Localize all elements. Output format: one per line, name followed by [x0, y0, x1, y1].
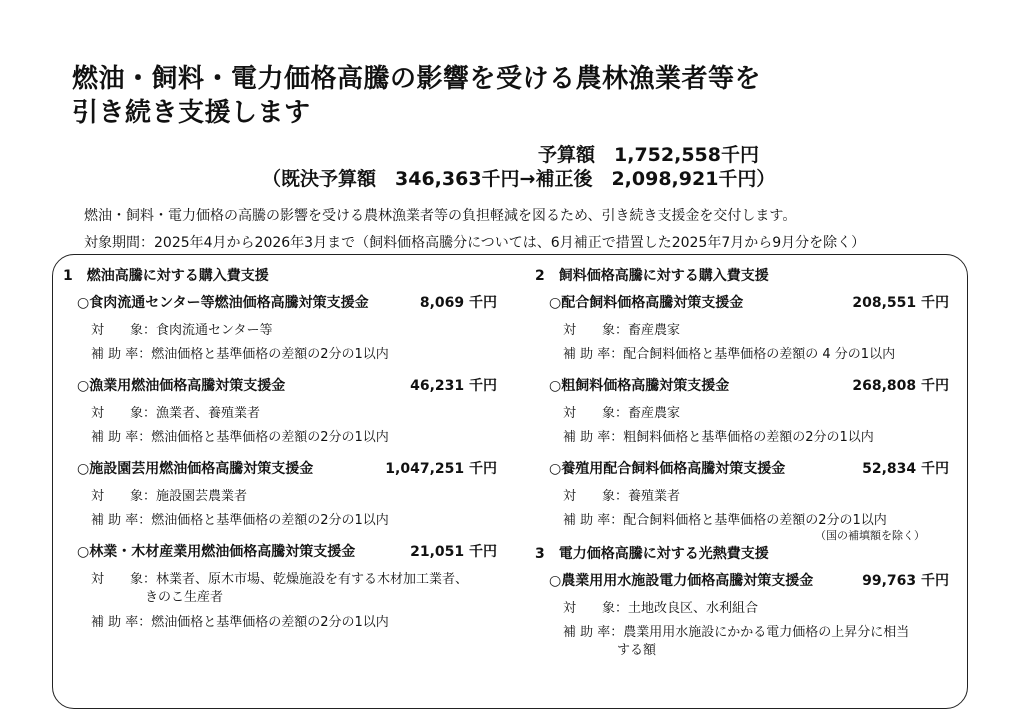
support-programs-box — [52, 254, 968, 709]
item-amount: 208,551 千円 — [852, 295, 949, 311]
intro-period: 対象期間：2025年4月から2026年3月まで（飼料価格高騰分については、6月補正で措置した2025年7月から9月分を除く） — [84, 235, 866, 251]
item-amount: 99,763 千円 — [862, 573, 949, 589]
item-name: ○配合飼料価格高騰対策支援金 — [549, 295, 744, 311]
item-rate: 補 助 率：配合飼料価格と基準価格の差額の2分の1以内 — [563, 513, 887, 528]
item-rate-continued: する額 — [617, 643, 657, 658]
item-target: 対 象：畜産農家 — [563, 323, 681, 338]
item-amount: 21,051 千円 — [410, 544, 497, 560]
item-target-continued: きのこ生産者 — [145, 590, 224, 605]
item-target: 対 象：養殖業者 — [563, 489, 681, 504]
item-name: ○林業・木材産業用燃油価格高騰対策支援金 — [77, 544, 356, 560]
item-note: （国の補填額を除く） — [815, 529, 925, 542]
item-amount: 52,834 千円 — [862, 461, 949, 477]
title-line-2: 引き続き支援します — [72, 98, 311, 128]
item-amount: 1,047,251 千円 — [385, 461, 497, 477]
item-rate: 補 助 率：燃油価格と基準価格の差額の2分の1以内 — [91, 347, 389, 362]
item-target: 対 象：林業者、原木市場、乾燥施設を有する木材加工業者、 — [91, 572, 469, 587]
section-2-heading: 2 飼料価格高騰に対する購入費支援 — [535, 268, 769, 284]
item-amount: 46,231 千円 — [410, 378, 497, 394]
item-rate: 補 助 率：燃油価格と基準価格の差額の2分の1以内 — [91, 430, 389, 445]
item-rate: 補 助 率：粗飼料価格と基準価格の差額の2分の1以内 — [563, 430, 874, 445]
item-name: ○農業用用水施設電力価格高騰対策支援金 — [549, 573, 814, 589]
item-name: ○食肉流通センター等燃油価格高騰対策支援金 — [77, 295, 369, 311]
item-rate: 補 助 率：農業用用水施設にかかる電力価格の上昇分に相当 — [563, 625, 910, 640]
section-1-heading: 1 燃油高騰に対する購入費支援 — [63, 268, 269, 284]
item-name: ○粗飼料価格高騰対策支援金 — [549, 378, 730, 394]
title-line-1: 燃油・飼料・電力価格高騰の影響を受ける農林漁業者等を — [72, 64, 762, 94]
item-target: 対 象：漁業者、養殖業者 — [91, 406, 261, 421]
item-name: ○施設園芸用燃油価格高騰対策支援金 — [77, 461, 314, 477]
item-name: ○養殖用配合飼料価格高騰対策支援金 — [549, 461, 786, 477]
item-amount: 268,808 千円 — [852, 378, 949, 394]
intro-description: 燃油・飼料・電力価格の高騰の影響を受ける農林漁業者等の負担軽減を図るため、引き続き支援金を交付します。 — [84, 208, 797, 224]
section-3-heading: 3 電力価格高騰に対する光熱費支援 — [535, 546, 769, 562]
item-name: ○漁業用燃油価格高騰対策支援金 — [77, 378, 286, 394]
item-rate: 補 助 率：燃油価格と基準価格の差額の2分の1以内 — [91, 615, 389, 630]
item-target: 対 象：畜産農家 — [563, 406, 681, 421]
item-amount: 8,069 千円 — [419, 295, 497, 311]
item-target: 対 象：土地改良区、水利組合 — [563, 601, 759, 616]
budget-total: 予算額 1,752,558千円 — [538, 144, 759, 166]
item-target: 対 象：施設園芸農業者 — [91, 489, 248, 504]
page-title — [72, 62, 972, 130]
item-rate: 補 助 率：燃油価格と基準価格の差額の2分の1以内 — [91, 513, 389, 528]
budget-breakdown: （既決予算額 346,363千円→補正後 2,098,921千円） — [262, 168, 776, 190]
item-target: 対 象：食肉流通センター等 — [91, 323, 273, 338]
item-rate: 補 助 率：配合飼料価格と基準価格の差額の 4 分の1以内 — [563, 347, 896, 362]
